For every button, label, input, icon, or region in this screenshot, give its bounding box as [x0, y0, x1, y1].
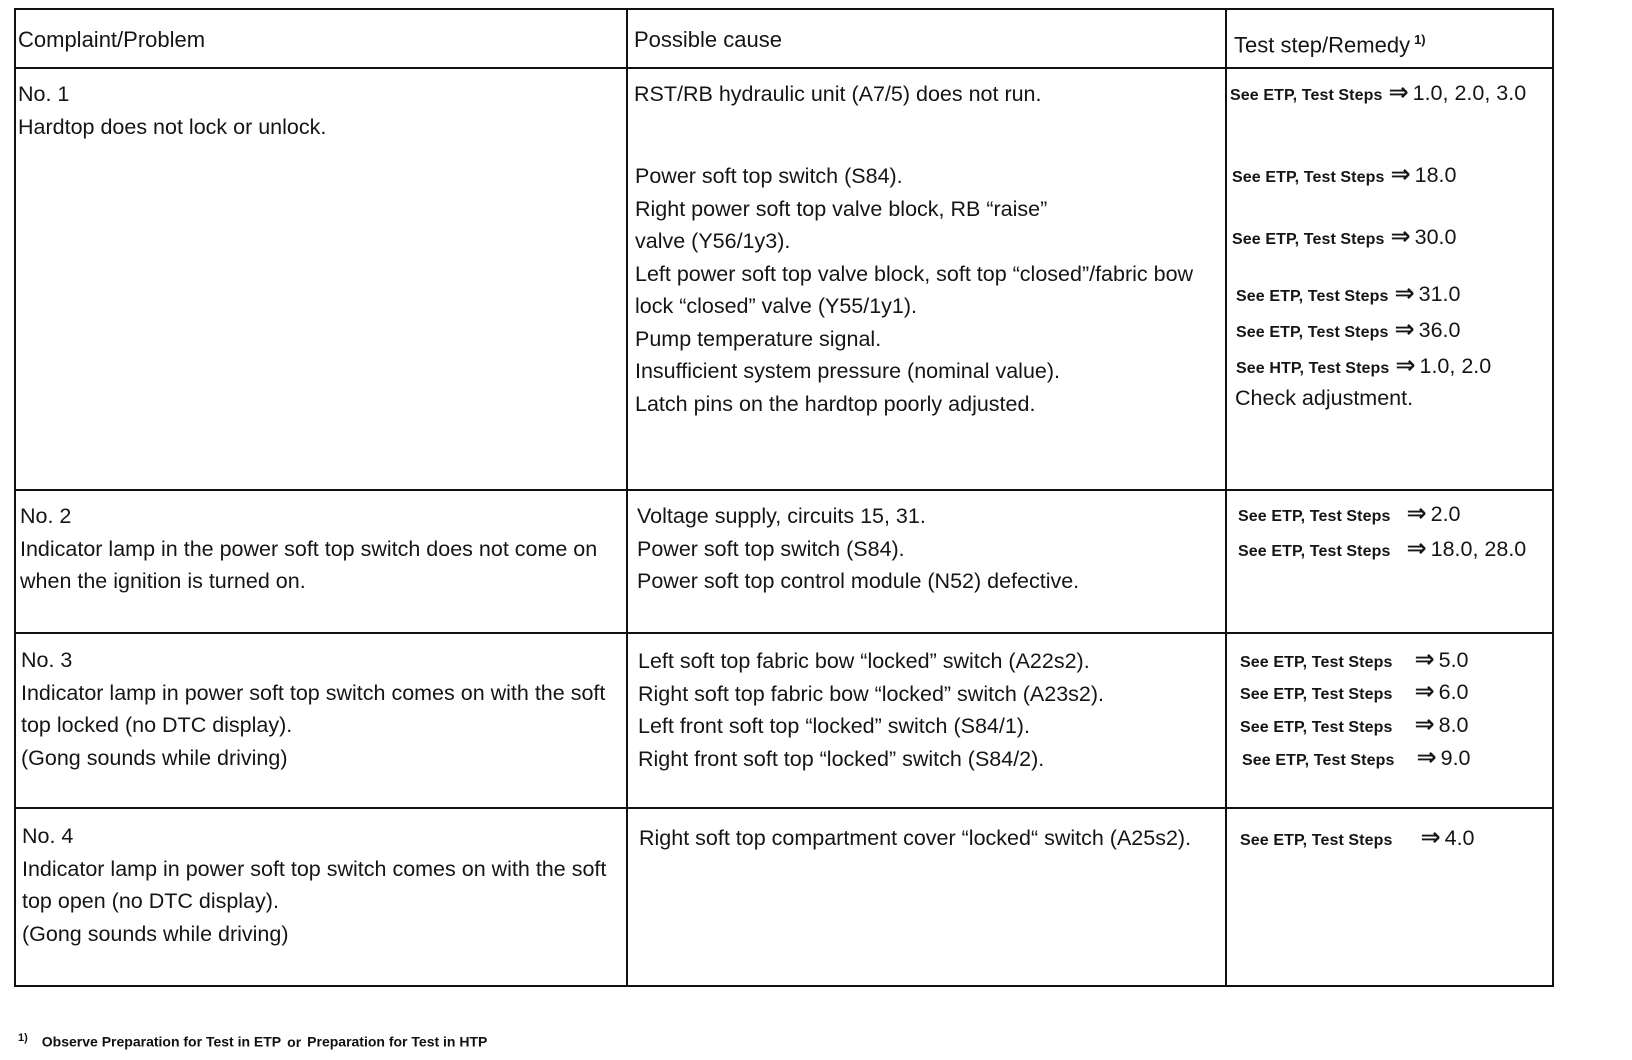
complaint-text: Hardtop does not lock or unlock. — [18, 114, 327, 139]
remedy-reference: See ETP, Test Steps — [1240, 686, 1393, 703]
complaint-text: top open (no DTC display). — [22, 889, 279, 913]
row-2-complaint — [20, 500, 597, 598]
footnote-marker: 1) — [18, 1032, 28, 1044]
complaint-number: No. 2 — [20, 504, 72, 528]
arrow-right-icon: ⇒ — [1414, 678, 1435, 705]
row-1-remedy-7 — [1235, 386, 1413, 411]
remedy-steps: 1.0, 2.0 — [1419, 354, 1492, 378]
complaint-text: (Gong sounds while driving) — [21, 745, 288, 770]
cause-line: Right soft top fabric bow “locked” switch (A23s2). — [638, 681, 1105, 706]
arrow-right-icon: ⇒ — [1420, 824, 1441, 851]
footnote-text-etp: Observe Preparation for Test in ETP — [41, 1033, 282, 1050]
arrow-right-icon: ⇒ — [1390, 223, 1411, 250]
remedy-steps: 8.0 — [1438, 713, 1469, 737]
complaint-number: No. 1 — [18, 82, 70, 106]
arrow-right-icon: ⇒ — [1390, 161, 1411, 188]
row-2-remedy-2 — [1238, 534, 1526, 563]
complaint-number: No. 4 — [22, 824, 74, 848]
header-remedy-label: Test step/Remedy — [1234, 32, 1411, 58]
row-3-remedy-1 — [1240, 645, 1469, 674]
cause-line: RST/RB hydraulic unit (A7/5) does not run. — [634, 82, 1042, 106]
remedy-reference: See ETP, Test Steps — [1240, 654, 1393, 671]
remedy-reference: See ETP, Test Steps — [1230, 87, 1383, 104]
footnote — [18, 1032, 487, 1050]
row-1-remedy-2 — [1232, 160, 1456, 189]
remedy-steps: 31.0 — [1418, 282, 1461, 306]
row-3-complaint — [21, 644, 605, 774]
complaint-text: Indicator lamp in power soft top switch comes on with the soft — [22, 856, 607, 881]
remedy-steps: 4.0 — [1444, 826, 1475, 850]
remedy-reference: See ETP, Test Steps — [1236, 288, 1389, 305]
complaint-text: when the ignition is turned on. — [20, 569, 306, 593]
cause-line: valve (Y56/1y3). — [635, 229, 791, 253]
remedy-reference: See ETP, Test Steps — [1238, 543, 1391, 560]
arrow-right-icon: ⇒ — [1394, 316, 1415, 343]
remedy-steps: 18.0, 28.0 — [1430, 537, 1527, 561]
row-3-remedy-4 — [1242, 743, 1471, 772]
remedy-reference: See ETP, Test Steps — [1242, 752, 1395, 769]
arrow-right-icon: ⇒ — [1395, 352, 1416, 379]
header-complaint — [18, 25, 205, 55]
row-1-cause-b — [635, 160, 1193, 420]
complaint-text: Indicator lamp in the power soft top switch does not come on — [20, 536, 598, 561]
cause-line: Power soft top control module (N52) defective. — [637, 569, 1080, 593]
complaint-text: Indicator lamp in power soft top switch comes on with the soft — [21, 680, 606, 705]
row-1-remedy-4 — [1236, 279, 1460, 308]
footnote-conjunction: or — [287, 1033, 302, 1050]
header-remedy — [1234, 25, 1426, 60]
row-1-cause-a — [634, 78, 1042, 111]
remedy-steps: 18.0 — [1414, 163, 1457, 187]
row-1-remedy-5 — [1236, 315, 1460, 344]
arrow-right-icon: ⇒ — [1414, 646, 1435, 673]
header-complaint-label: Complaint/Problem — [18, 27, 206, 52]
remedy-steps: 5.0 — [1438, 648, 1469, 672]
remedy-reference: See ETP, Test Steps — [1236, 324, 1389, 341]
complaint-number: No. 3 — [21, 648, 73, 672]
cause-line: Left soft top fabric bow “locked” switch (A22s2). — [638, 649, 1090, 673]
cause-line: Left front soft top “locked” switch (S84/1). — [638, 714, 1030, 738]
cause-line: Power soft top switch (S84). — [635, 164, 903, 188]
remedy-reference: See ETP, Test Steps — [1238, 508, 1391, 525]
row-1-complaint — [18, 78, 326, 143]
remedy-reference: See ETP, Test Steps — [1240, 719, 1393, 736]
cause-line: Insufficient system pressure (nominal value). — [635, 359, 1061, 383]
cause-line: Right power soft top valve block, RB “raise” — [635, 196, 1048, 221]
footnote-text-htp: Preparation for Test in HTP — [307, 1033, 488, 1050]
row-1-remedy-6 — [1236, 351, 1491, 380]
cause-line: lock “closed” valve (Y55/1y1). — [635, 294, 917, 318]
remedy-plain-text: Check adjustment. — [1235, 386, 1414, 410]
row-4-complaint — [22, 820, 606, 950]
remedy-steps: 6.0 — [1438, 680, 1469, 704]
arrow-right-icon: ⇒ — [1416, 744, 1437, 771]
cause-line: Pump temperature signal. — [635, 326, 882, 351]
row-3-remedy-3 — [1240, 710, 1469, 739]
cause-line: Voltage supply, circuits 15, 31. — [637, 504, 926, 528]
remedy-steps: 36.0 — [1418, 318, 1461, 342]
arrow-right-icon: ⇒ — [1414, 711, 1435, 738]
remedy-steps: 9.0 — [1440, 746, 1471, 770]
row-3-cause — [638, 645, 1104, 775]
remedy-reference: See HTP, Test Steps — [1236, 360, 1390, 377]
row-3-remedy-2 — [1240, 677, 1469, 706]
header-remedy-footnote-marker: 1) — [1414, 32, 1426, 47]
row-1-remedy-1 — [1230, 78, 1526, 107]
cause-line: Power soft top switch (S84). — [637, 536, 905, 561]
arrow-right-icon: ⇒ — [1388, 79, 1409, 106]
row-1-remedy-3 — [1232, 222, 1456, 251]
row-2-cause — [637, 500, 1079, 598]
arrow-right-icon: ⇒ — [1394, 280, 1415, 307]
cause-line: Right front soft top “locked” switch (S84/2). — [638, 746, 1045, 771]
complaint-text: (Gong sounds while driving) — [22, 921, 289, 946]
remedy-steps: 1.0, 2.0, 3.0 — [1412, 81, 1527, 105]
header-cause — [634, 25, 782, 55]
cause-line: Right soft top compartment cover “locked“ switch (A25s2). — [639, 826, 1192, 850]
arrow-right-icon: ⇒ — [1406, 500, 1427, 527]
row-2-remedy-1 — [1238, 499, 1461, 528]
remedy-reference: See ETP, Test Steps — [1232, 169, 1385, 186]
remedy-reference: See ETP, Test Steps — [1240, 832, 1393, 849]
cause-line: Latch pins on the hardtop poorly adjusted. — [635, 391, 1036, 416]
remedy-steps: 30.0 — [1414, 225, 1457, 249]
row-4-remedy-1 — [1240, 823, 1475, 852]
remedy-steps: 2.0 — [1430, 502, 1461, 526]
header-cause-label: Possible cause — [634, 27, 782, 52]
cause-line: Left power soft top valve block, soft top “closed”/fabric bow — [635, 261, 1194, 286]
arrow-right-icon: ⇒ — [1406, 535, 1427, 562]
complaint-text: top locked (no DTC display). — [21, 713, 293, 737]
remedy-reference: See ETP, Test Steps — [1232, 231, 1385, 248]
row-4-cause — [639, 822, 1191, 855]
